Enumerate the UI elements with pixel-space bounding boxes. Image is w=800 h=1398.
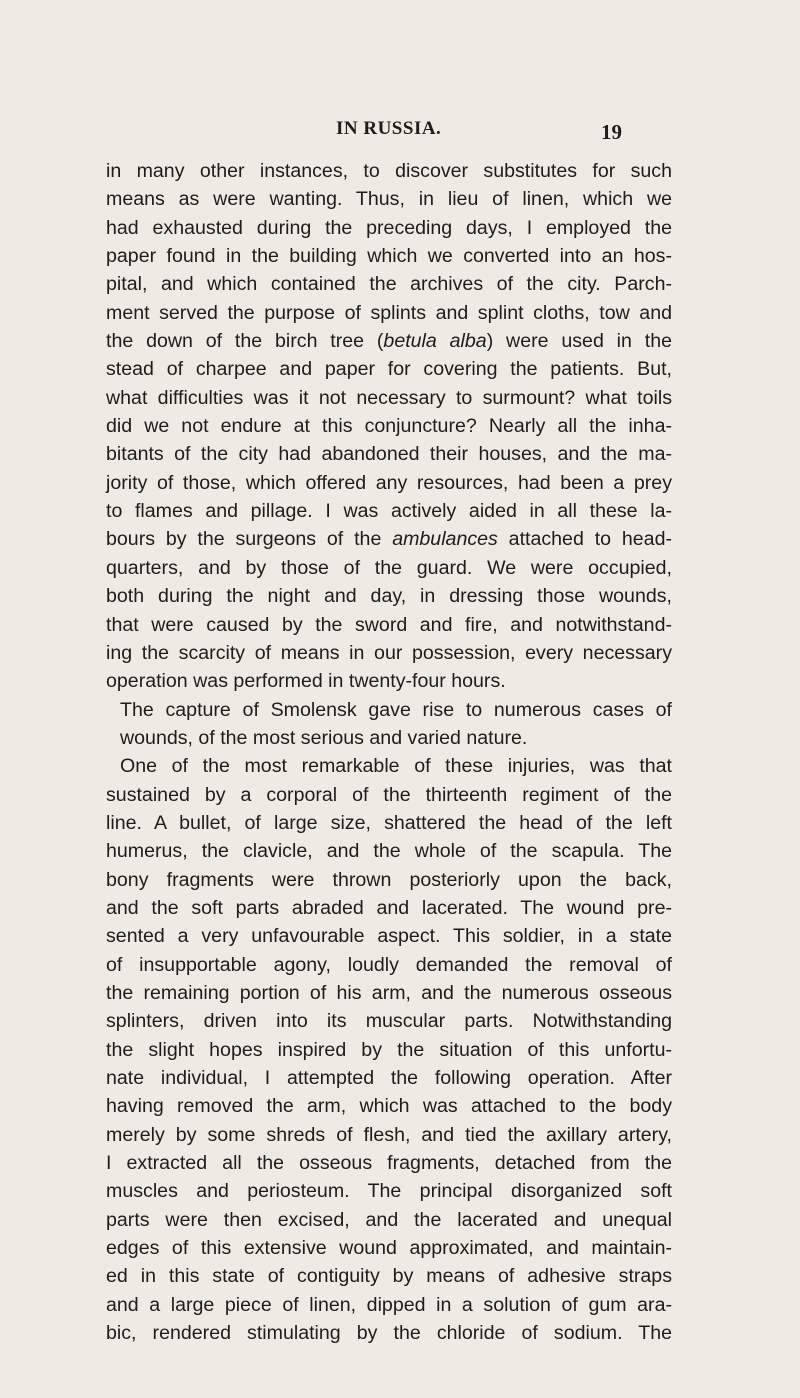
text-line: the remaining portion of his arm, and the numerous osseous xyxy=(106,981,672,1004)
text-line: bitants of the city had abandoned their houses, and the ma- xyxy=(106,443,672,466)
text-segment: ) were used in the xyxy=(486,330,672,353)
text-line xyxy=(106,525,672,553)
text-line: operation was performed in twenty-four hours. xyxy=(106,670,506,693)
text-line: ment served the purpose of splints and splint cloths, tow and xyxy=(106,301,672,324)
text-line: of insupportable agony, loudly demanded the removal of xyxy=(106,953,672,976)
text-line xyxy=(106,327,672,355)
text-line: nate individual, I attempted the following operation. After xyxy=(106,1067,672,1089)
text-line: bony fragments were thrown posteriorly upon the back, xyxy=(106,868,672,891)
text-line: what difficulties was it not necessary to surmount? what toils xyxy=(106,386,672,409)
text-line: merely by some shreds of flesh, and tied the axillary artery, xyxy=(106,1123,672,1146)
text-line: the slight hopes inspired by the situation of this unfortu- xyxy=(106,1038,672,1061)
text-line: The capture of Smolensk gave rise to numerous cases of xyxy=(120,698,672,721)
text-segment: the down of the birch tree ( xyxy=(106,330,384,353)
text-line: One of the most remarkable of these injuries, was that xyxy=(120,755,672,778)
text-line: pital, and which contained the archives of the city. Parch- xyxy=(106,273,672,296)
text-line: having removed the arm, which was attached to the body xyxy=(106,1095,672,1118)
running-head-title: IN RUSSIA. xyxy=(336,118,442,139)
body-text xyxy=(106,157,672,1347)
text-line: that were caused by the sword and fire, and notwithstand- xyxy=(106,613,672,636)
text-line: had exhausted during the preceding days, I employed the xyxy=(106,216,672,239)
text-line: stead of charpee and paper for covering the patients. But, xyxy=(106,358,672,381)
text-line: and a large piece of linen, dipped in a solution of gum ara- xyxy=(106,1293,672,1316)
text-line: ed in this state of contiguity by means of adhesive straps xyxy=(106,1265,672,1288)
text-segment: attached to head- xyxy=(497,528,672,551)
text-line: means as were wanting. Thus, in lieu of linen, which we xyxy=(106,188,672,211)
text-line: to flames and pillage. I was actively aided in all these la- xyxy=(106,500,672,523)
text-line: quarters, and by those of the guard. We were occupied, xyxy=(106,556,672,579)
text-line: did we not endure at this conjuncture? Nearly all the inha- xyxy=(106,415,672,438)
text-line: splinters, driven into its muscular parts. Notwithstanding xyxy=(106,1010,672,1033)
text-line: I extracted all the osseous fragments, detached from the xyxy=(106,1152,672,1175)
italic-term: betula alba xyxy=(383,330,487,353)
text-line: line. A bullet, of large size, shattered the head of the left xyxy=(106,811,672,834)
page-number: 19 xyxy=(601,120,622,144)
text-line: ing the scarcity of means in our possession, every necessary xyxy=(106,641,672,664)
text-line: jority of those, which offered any resources, had been a prey xyxy=(106,471,672,494)
text-line: sustained by a corporal of the thirteenth regiment of the xyxy=(106,783,672,806)
text-line: sented a very unfavourable aspect. This soldier, in a state xyxy=(106,925,672,948)
text-line: humerus, the clavicle, and the whole of the scapula. The xyxy=(106,840,672,863)
text-segment: bours by the surgeons of the xyxy=(106,528,393,551)
text-line: bic, rendered stimulating by the chloride of sodium. The xyxy=(106,1322,672,1345)
text-line: and the soft parts abraded and lacerated. The wound pre- xyxy=(106,896,672,919)
running-head xyxy=(0,118,800,148)
text-line: edges of this extensive wound approximated, and maintain- xyxy=(106,1237,672,1260)
italic-term: ambulances xyxy=(392,528,498,551)
text-line: paper found in the building which we converted into an hos- xyxy=(106,245,672,268)
text-line: in many other instances, to discover substitutes for such xyxy=(106,160,672,182)
text-line: muscles and periosteum. The principal disorganized soft xyxy=(106,1180,672,1203)
text-line: parts were then excised, and the lacerated and unequal xyxy=(106,1208,672,1231)
text-line: both during the night and day, in dressing those wounds, xyxy=(106,585,672,608)
text-line: wounds, of the most serious and varied nature. xyxy=(120,726,528,749)
